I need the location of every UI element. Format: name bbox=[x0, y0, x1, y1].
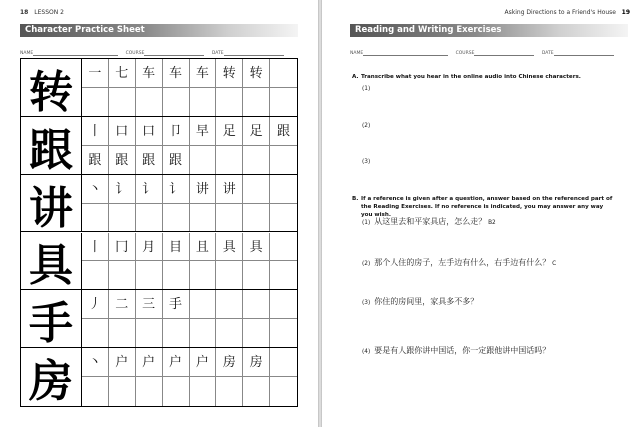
practice-cells bbox=[82, 348, 297, 406]
stroke-step: 丶 bbox=[88, 181, 102, 197]
practice-cell[interactable] bbox=[190, 175, 217, 204]
stroke-step: 具 bbox=[249, 239, 263, 255]
practice-cell[interactable] bbox=[109, 290, 136, 319]
practice-cell[interactable] bbox=[109, 377, 136, 406]
stroke-step: 跟 bbox=[115, 152, 129, 168]
practice-cell[interactable] bbox=[136, 204, 163, 233]
stroke-step: 房 bbox=[249, 355, 263, 371]
practice-row bbox=[21, 290, 297, 348]
left-running-head bbox=[20, 9, 64, 16]
stroke-step: 早 bbox=[195, 123, 209, 139]
practice-cell[interactable] bbox=[136, 175, 163, 204]
practice-cell[interactable] bbox=[243, 59, 270, 88]
practice-cell[interactable] bbox=[243, 261, 270, 290]
practice-cells bbox=[82, 233, 297, 291]
section-a-label: A. bbox=[352, 74, 359, 80]
practice-cell[interactable] bbox=[216, 290, 243, 319]
question-number: (1) bbox=[362, 220, 371, 226]
stroke-step: 三 bbox=[142, 297, 156, 313]
date-line[interactable] bbox=[554, 50, 614, 56]
course-line[interactable] bbox=[474, 50, 534, 56]
section-b-item-2 bbox=[362, 257, 556, 268]
stroke-step: 车 bbox=[142, 66, 156, 81]
practice-row bbox=[21, 117, 297, 175]
practice-cells bbox=[82, 59, 297, 117]
practice-cell[interactable] bbox=[82, 88, 109, 117]
lesson-label: LESSON 2 bbox=[34, 9, 64, 16]
practice-row bbox=[21, 175, 297, 233]
stroke-step: 口 bbox=[115, 123, 129, 139]
practice-cell[interactable] bbox=[163, 290, 190, 319]
model-character: 讲 bbox=[21, 175, 82, 233]
stroke-step: 讠 bbox=[115, 181, 129, 197]
practice-cell[interactable] bbox=[163, 348, 190, 377]
stroke-step: 户 bbox=[169, 355, 183, 371]
question-text: 你住的房间里，家具多不多？ bbox=[374, 297, 479, 306]
practice-cell[interactable] bbox=[163, 319, 190, 348]
practice-cell[interactable] bbox=[136, 59, 163, 88]
practice-cell[interactable] bbox=[216, 261, 243, 290]
practice-cell[interactable] bbox=[109, 348, 136, 377]
stroke-step: 冂 bbox=[115, 239, 129, 255]
practice-cell[interactable] bbox=[82, 319, 109, 348]
stroke-step: 房 bbox=[222, 355, 236, 371]
stroke-step: 户 bbox=[115, 355, 129, 371]
practice-cell[interactable] bbox=[109, 261, 136, 290]
stroke-step: 丨 bbox=[88, 123, 102, 139]
practice-cell[interactable] bbox=[82, 204, 109, 233]
date-label: DATE bbox=[541, 51, 554, 56]
practice-cell[interactable] bbox=[109, 117, 136, 146]
stroke-step: 车 bbox=[195, 66, 209, 81]
practice-cell[interactable] bbox=[216, 59, 243, 88]
practice-cell[interactable] bbox=[216, 175, 243, 204]
question-number: (4) bbox=[362, 349, 371, 355]
right-running-head: Asking Directions to a Friend's House bbox=[504, 9, 616, 16]
practice-cell[interactable] bbox=[136, 319, 163, 348]
stroke-step: 丿 bbox=[88, 297, 102, 313]
stroke-step: 转 bbox=[249, 66, 263, 81]
stroke-step: 丶 bbox=[88, 355, 102, 371]
section-a-item-1: (1) bbox=[362, 86, 371, 92]
stroke-step: 跟 bbox=[142, 152, 156, 168]
practice-cell[interactable] bbox=[190, 146, 217, 175]
course-line[interactable] bbox=[144, 50, 204, 56]
practice-cell[interactable] bbox=[82, 59, 109, 88]
stroke-step: 一 bbox=[88, 66, 102, 81]
practice-row bbox=[21, 233, 297, 291]
practice-cell[interactable] bbox=[216, 377, 243, 406]
practice-cell[interactable] bbox=[82, 175, 109, 204]
practice-cell[interactable] bbox=[216, 233, 243, 262]
practice-cell[interactable] bbox=[270, 348, 297, 377]
stroke-step: 七 bbox=[115, 66, 129, 81]
model-character: 具 bbox=[21, 233, 82, 291]
practice-cell[interactable] bbox=[216, 319, 243, 348]
practice-cell[interactable] bbox=[136, 88, 163, 117]
practice-cell[interactable] bbox=[270, 233, 297, 262]
practice-cell[interactable] bbox=[190, 59, 217, 88]
practice-cell[interactable] bbox=[243, 377, 270, 406]
practice-cell[interactable] bbox=[243, 204, 270, 233]
stroke-step: 足 bbox=[222, 123, 236, 139]
stroke-step: 转 bbox=[222, 66, 236, 81]
practice-cell[interactable] bbox=[270, 319, 297, 348]
practice-cell[interactable] bbox=[270, 290, 297, 319]
practice-cell[interactable] bbox=[216, 146, 243, 175]
stroke-step: 跟 bbox=[169, 152, 183, 168]
practice-cells bbox=[82, 290, 297, 348]
practice-cell[interactable] bbox=[82, 117, 109, 146]
section-a-item-3: (3) bbox=[362, 159, 371, 165]
practice-cell[interactable] bbox=[136, 290, 163, 319]
practice-cell[interactable] bbox=[136, 146, 163, 175]
stroke-step: 足 bbox=[249, 123, 263, 139]
practice-cell[interactable] bbox=[243, 290, 270, 319]
question-number: (2) bbox=[362, 261, 371, 267]
section-b-instruction: If a reference is given after a question, answer based on the referenced part of the Reading Exercises. If no reference is indicated, you may answer any way you wish. bbox=[361, 196, 613, 218]
practice-cell[interactable] bbox=[82, 377, 109, 406]
practice-cell[interactable] bbox=[243, 117, 270, 146]
practice-cell[interactable] bbox=[163, 146, 190, 175]
right-page bbox=[322, 0, 640, 427]
section-b-item-1 bbox=[362, 216, 496, 227]
practice-cell[interactable] bbox=[163, 233, 190, 262]
practice-cell[interactable] bbox=[216, 348, 243, 377]
exercises-section-bar bbox=[350, 24, 628, 37]
left-page bbox=[0, 0, 318, 427]
practice-cell[interactable] bbox=[82, 348, 109, 377]
practice-cell[interactable] bbox=[270, 204, 297, 233]
practice-cell[interactable] bbox=[163, 204, 190, 233]
practice-cell[interactable] bbox=[136, 233, 163, 262]
name-label: NAME bbox=[350, 51, 364, 56]
stroke-step: 丨 bbox=[88, 239, 102, 255]
practice-cell[interactable] bbox=[216, 88, 243, 117]
practice-cell[interactable] bbox=[270, 117, 297, 146]
course-label: COURSE bbox=[125, 51, 145, 56]
question-text: 那个人住的房子，左手边有什么，右手边有什么？ bbox=[374, 258, 551, 267]
practice-cell[interactable] bbox=[270, 146, 297, 175]
practice-cell[interactable] bbox=[243, 348, 270, 377]
practice-grid bbox=[20, 58, 298, 407]
right-name-row bbox=[350, 50, 620, 56]
practice-cell[interactable] bbox=[270, 59, 297, 88]
practice-cell[interactable] bbox=[243, 88, 270, 117]
practice-cell[interactable] bbox=[243, 233, 270, 262]
practice-cell[interactable] bbox=[190, 348, 217, 377]
name-label: NAME bbox=[20, 51, 34, 56]
practice-cell[interactable] bbox=[270, 261, 297, 290]
right-page-number: 19 bbox=[621, 9, 630, 16]
practice-cell[interactable] bbox=[136, 377, 163, 406]
question-number: (3) bbox=[362, 300, 371, 306]
practice-cell[interactable] bbox=[136, 117, 163, 146]
stroke-step: 讲 bbox=[222, 181, 236, 197]
date-label: DATE bbox=[211, 51, 224, 56]
stroke-step: 户 bbox=[142, 355, 156, 371]
practice-cell[interactable] bbox=[82, 261, 109, 290]
practice-cell[interactable] bbox=[243, 175, 270, 204]
practice-cell[interactable] bbox=[270, 377, 297, 406]
stroke-step: 二 bbox=[115, 297, 129, 313]
practice-cell[interactable] bbox=[163, 175, 190, 204]
model-character: 房 bbox=[21, 348, 82, 406]
stroke-step: 车 bbox=[169, 66, 183, 81]
stroke-step: 户 bbox=[195, 355, 209, 371]
stroke-step: 卩 bbox=[169, 123, 183, 139]
stroke-step: 讠 bbox=[142, 181, 156, 197]
practice-cell[interactable] bbox=[109, 59, 136, 88]
model-character: 转 bbox=[21, 59, 82, 117]
model-character: 跟 bbox=[21, 117, 82, 175]
practice-row bbox=[21, 348, 297, 406]
practice-cell[interactable] bbox=[163, 117, 190, 146]
practice-cell[interactable] bbox=[270, 88, 297, 117]
left-page-number: 18 bbox=[20, 9, 29, 16]
section-b-item-3 bbox=[362, 296, 478, 307]
practice-cell[interactable] bbox=[82, 233, 109, 262]
practice-cell[interactable] bbox=[190, 377, 217, 406]
stroke-step: 目 bbox=[169, 239, 183, 255]
practice-cell[interactable] bbox=[136, 348, 163, 377]
practice-cell[interactable] bbox=[190, 319, 217, 348]
practice-cell[interactable] bbox=[82, 290, 109, 319]
practice-cells bbox=[82, 117, 297, 175]
practice-cell[interactable] bbox=[190, 117, 217, 146]
stroke-step: 讲 bbox=[195, 181, 209, 197]
practice-cell[interactable] bbox=[109, 319, 136, 348]
stroke-step: 手 bbox=[169, 297, 183, 313]
practice-cells bbox=[82, 175, 297, 233]
section-b-label: B. bbox=[352, 196, 359, 202]
question-text: 从这里去和平家具店，怎么走？ bbox=[374, 217, 487, 226]
practice-cell[interactable] bbox=[109, 88, 136, 117]
question-text: 要是有人跟你讲中国话，你一定跟他讲中国话吗？ bbox=[374, 346, 551, 355]
practice-cell[interactable] bbox=[216, 204, 243, 233]
practice-cell[interactable] bbox=[109, 146, 136, 175]
model-character: 手 bbox=[21, 290, 82, 348]
practice-cell[interactable] bbox=[109, 204, 136, 233]
practice-row bbox=[21, 59, 297, 117]
name-line[interactable] bbox=[363, 50, 448, 56]
practice-section-title: Character Practice Sheet bbox=[25, 25, 145, 35]
stroke-step: 月 bbox=[142, 239, 156, 255]
practice-cell[interactable] bbox=[109, 175, 136, 204]
stroke-step: 口 bbox=[142, 123, 156, 139]
practice-cell[interactable] bbox=[163, 377, 190, 406]
stroke-step: 且 bbox=[195, 239, 209, 255]
practice-cell[interactable] bbox=[270, 175, 297, 204]
practice-cell[interactable] bbox=[243, 319, 270, 348]
practice-cell[interactable] bbox=[136, 261, 163, 290]
section-a-instruction: Transcribe what you hear in the online audio into Chinese characters. bbox=[361, 74, 581, 80]
question-reference: C bbox=[552, 261, 557, 267]
practice-cell[interactable] bbox=[190, 204, 217, 233]
section-a-item-2: (2) bbox=[362, 123, 371, 129]
course-label: COURSE bbox=[455, 51, 475, 56]
section-b-item-4 bbox=[362, 345, 550, 356]
practice-cell[interactable] bbox=[163, 88, 190, 117]
question-reference: B2 bbox=[488, 220, 496, 226]
stroke-step: 跟 bbox=[277, 123, 291, 139]
practice-cell[interactable] bbox=[82, 146, 109, 175]
stroke-step: 跟 bbox=[88, 152, 102, 168]
practice-section-bar bbox=[20, 24, 298, 37]
practice-cell[interactable] bbox=[190, 88, 217, 117]
practice-cell[interactable] bbox=[163, 261, 190, 290]
practice-cell[interactable] bbox=[190, 290, 217, 319]
exercises-section-title: Reading and Writing Exercises bbox=[355, 25, 502, 35]
practice-cell[interactable] bbox=[243, 146, 270, 175]
practice-cell[interactable] bbox=[190, 233, 217, 262]
practice-cell[interactable] bbox=[163, 59, 190, 88]
practice-cell[interactable] bbox=[216, 117, 243, 146]
practice-cell[interactable] bbox=[109, 233, 136, 262]
stroke-step: 讠 bbox=[169, 181, 183, 197]
practice-cell[interactable] bbox=[190, 261, 217, 290]
date-line[interactable] bbox=[224, 50, 284, 56]
stroke-step: 具 bbox=[222, 239, 236, 255]
